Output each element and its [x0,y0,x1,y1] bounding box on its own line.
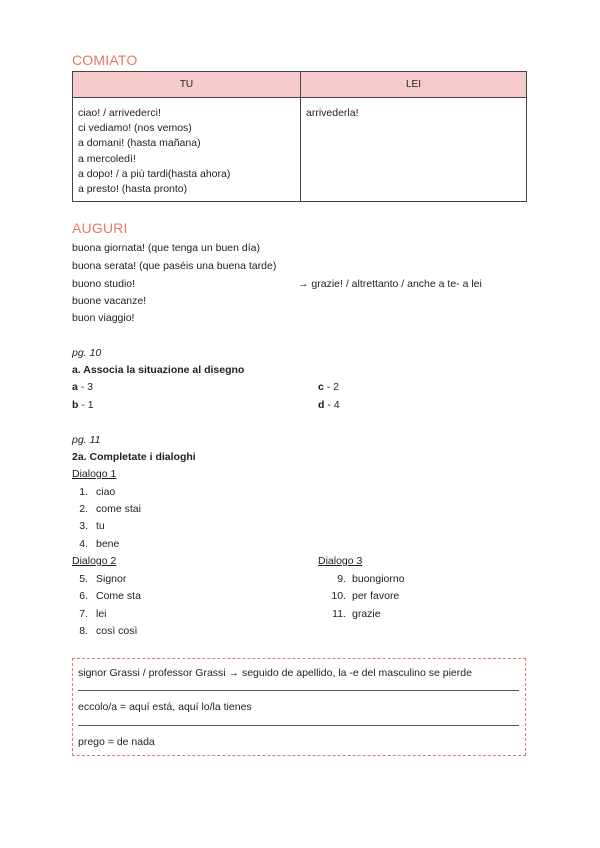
dialogo-2-item [72,624,137,638]
ex2-title: 2a. Completate i dialoghi [72,451,196,463]
ex1-val: - 3 [77,381,94,393]
dialogo-2-label: Dialogo 2 [72,555,117,567]
dialogo-3-item [318,572,405,586]
ex1-item [72,398,94,412]
note-divider [78,690,519,691]
item-number: 8. [79,625,88,637]
ex2-page: pg. 11 [72,434,101,446]
note-divider [78,725,519,726]
ex1-key: b [72,399,79,411]
auguri-reply: → grazie! / altrettanto / anche a te- a lei [298,278,482,290]
ex1-key: a [72,381,78,393]
item-text: tu [96,520,105,532]
tu-line: a presto! (hasta pronto) [78,183,188,196]
item-number: 5. [79,573,88,585]
item-text: Come sta [96,590,141,602]
item-text: per favore [352,590,400,602]
dialogo-2-item [72,572,126,586]
note-line: signor Grassi / professor Grassi → seguido de apellido, la -e del masculino se pierde [78,667,472,679]
note-line: prego = de nada [78,736,155,748]
ex1-item [318,398,340,412]
auguri-line: buone vacanze! [72,295,147,307]
auguri-line: buona serata! (que paséis una buena tarde) [72,260,277,272]
item-text: come stai [96,503,141,515]
ex1-key: c [318,381,324,393]
item-number: 4. [79,538,88,550]
ex1-item [72,380,93,394]
tu-line: a dopo! / a più tardi(hasta ahora) [78,167,231,180]
lei-cell [301,98,527,202]
item-text: così così [96,625,138,637]
comiato-heading: COMIATO [72,52,138,68]
dialogo-1-item [72,519,105,533]
dialogo-1-label: Dialogo 1 [72,468,117,480]
item-number: 10. [331,590,346,602]
item-number: 1. [79,486,88,498]
col-header-lei: LEI [301,72,527,98]
item-number: 11. [332,608,346,620]
tu-line: a mercoledì! [78,152,136,165]
item-text: ciao [96,486,116,498]
ex1-val: - 2 [323,381,340,393]
item-number: 2. [79,503,88,515]
item-text: buongiorno [352,573,405,585]
notes-box [72,658,526,756]
item-number: 6. [79,590,88,602]
tu-line: a domani! (hasta mañana) [78,137,201,150]
item-text: Signor [96,573,127,585]
dialogo-3-item [318,607,381,621]
ex1-key: d [318,399,325,411]
auguri-line: buon viaggio! [72,312,135,324]
ex1-item [318,380,339,394]
item-number: 3. [79,520,88,532]
note-line: eccolo/a = aquí está, aquí lo/la tienes [78,701,252,713]
tu-line: ci vediamo! (nos vemos) [78,122,192,135]
comiato-table [72,71,527,202]
item-number: 7. [79,608,88,620]
tu-line: ciao! / arrivederci! [78,107,161,119]
auguri-line: buona giornata! (que tenga un buen día) [72,242,260,254]
auguri-line: buono studio! [72,278,136,290]
dialogo-2-item [72,607,107,621]
item-text: lei [96,608,107,620]
dialogo-2-item [72,589,141,603]
dialogo-1-item [72,502,141,516]
dialogo-3-item [318,589,399,603]
ex1-page: pg. 10 [72,347,102,359]
item-number: 9. [337,573,346,585]
auguri-heading: AUGURI [72,220,128,236]
ex1-val: - 4 [324,399,340,411]
dialogo-3-label: Dialogo 3 [318,555,363,567]
dialogo-1-item [72,537,119,551]
item-text: grazie [352,608,381,620]
col-header-tu: TU [73,72,301,98]
tu-cell [73,98,301,202]
ex1-val: - 1 [78,399,94,411]
ex1-title: a. Associa la situazione al disegno [72,364,245,376]
dialogo-1-item [72,485,115,499]
item-text: bene [96,538,120,550]
lei-line: arrivederla! [306,107,359,119]
